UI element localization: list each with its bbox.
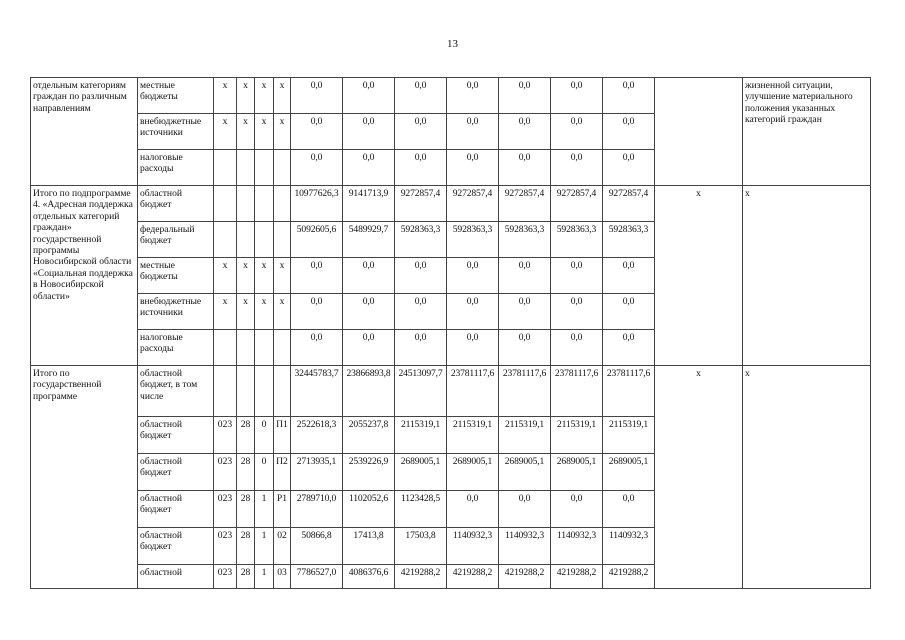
amount-cell: 2789710,0 — [291, 491, 343, 528]
amount-cell: 23781117,6 — [447, 366, 499, 417]
code-cell: 0 — [255, 417, 274, 454]
amount-cell: 0,0 — [447, 294, 499, 330]
code-cell: x — [255, 258, 274, 294]
amount-cell: 4086376,6 — [343, 565, 395, 589]
amount-cell: 0,0 — [603, 491, 655, 528]
code-cell — [274, 186, 291, 222]
amount-cell: 0,0 — [291, 150, 343, 186]
code-cell: 023 — [214, 528, 237, 565]
funding-source-cell: внебюджетные источники — [138, 114, 214, 150]
funding-source-cell: местные бюджеты — [138, 78, 214, 114]
code-cell: 0 — [255, 454, 274, 491]
amount-cell: 9141713,9 — [343, 186, 395, 222]
amount-cell: 0,0 — [499, 491, 551, 528]
executor-cell: x — [655, 186, 743, 366]
code-cell — [255, 222, 274, 258]
code-cell: x — [214, 258, 237, 294]
amount-cell: 5489929,7 — [343, 222, 395, 258]
funding-source-cell: областной бюджет — [138, 491, 214, 528]
amount-cell: 9272857,4 — [499, 186, 551, 222]
amount-cell: 0,0 — [603, 330, 655, 366]
amount-cell: 0,0 — [395, 330, 447, 366]
amount-cell: 2115319,1 — [447, 417, 499, 454]
code-cell — [237, 222, 255, 258]
code-cell — [237, 330, 255, 366]
amount-cell: 9272857,4 — [551, 186, 603, 222]
amount-cell: 0,0 — [291, 114, 343, 150]
code-cell: x — [237, 114, 255, 150]
code-cell — [214, 186, 237, 222]
amount-cell: 0,0 — [343, 78, 395, 114]
code-cell: x — [255, 114, 274, 150]
code-cell: П2 — [274, 454, 291, 491]
amount-cell: 0,0 — [499, 258, 551, 294]
funding-source-cell: внебюджетные источники — [138, 294, 214, 330]
amount-cell: 2055237,8 — [343, 417, 395, 454]
amount-cell: 9272857,4 — [395, 186, 447, 222]
code-cell: 02 — [274, 528, 291, 565]
code-cell — [274, 366, 291, 417]
amount-cell: 0,0 — [395, 78, 447, 114]
group-label-cell: Итого по подпрограмме 4. «Адресная поддержка отдельных категорий граждан» государственной программы Новосибирской области «Социальная поддержка в Новосибирской области» — [31, 186, 138, 366]
table-row — [31, 186, 871, 222]
amount-cell: 0,0 — [551, 258, 603, 294]
amount-cell: 0,0 — [447, 330, 499, 366]
code-cell — [237, 186, 255, 222]
code-cell: 1 — [255, 491, 274, 528]
code-cell: 023 — [214, 454, 237, 491]
code-cell — [214, 222, 237, 258]
code-cell: x — [214, 294, 237, 330]
amount-cell: 0,0 — [551, 294, 603, 330]
amount-cell: 7786527,0 — [291, 565, 343, 589]
amount-cell: 2689005,1 — [603, 454, 655, 491]
funding-source-cell: налоговые расходы — [138, 330, 214, 366]
amount-cell: 5092605,6 — [291, 222, 343, 258]
amount-cell: 9272857,4 — [447, 186, 499, 222]
code-cell: x — [255, 294, 274, 330]
amount-cell: 2689005,1 — [447, 454, 499, 491]
code-cell — [255, 186, 274, 222]
group-label-cell: Итого по государственной программе — [31, 366, 138, 589]
funding-source-cell: областной бюджет — [138, 417, 214, 454]
amount-cell: 0,0 — [447, 258, 499, 294]
amount-cell: 0,0 — [291, 294, 343, 330]
amount-cell: 0,0 — [343, 258, 395, 294]
amount-cell: 0,0 — [343, 114, 395, 150]
amount-cell: 0,0 — [603, 294, 655, 330]
amount-cell: 0,0 — [499, 330, 551, 366]
code-cell: x — [274, 294, 291, 330]
code-cell — [255, 150, 274, 186]
code-cell — [255, 330, 274, 366]
amount-cell: 2115319,1 — [551, 417, 603, 454]
amount-cell: 2115319,1 — [499, 417, 551, 454]
amount-cell: 0,0 — [447, 491, 499, 528]
code-cell: x — [255, 78, 274, 114]
funding-source-cell: федеральный бюджет — [138, 222, 214, 258]
code-cell — [255, 366, 274, 417]
code-cell — [237, 150, 255, 186]
expected-result-cell: жизненной ситуации, улучшение материального положения указанных категорий граждан — [743, 78, 871, 186]
page-number: 13 — [447, 38, 458, 50]
amount-cell: 4219288,2 — [395, 565, 447, 589]
expected-result-cell: x — [743, 366, 871, 589]
code-cell: 28 — [237, 565, 255, 589]
amount-cell: 0,0 — [447, 78, 499, 114]
amount-cell: 0,0 — [551, 150, 603, 186]
amount-cell: 4219288,2 — [499, 565, 551, 589]
funding-source-cell: областной — [138, 565, 214, 589]
amount-cell: 0,0 — [447, 114, 499, 150]
amount-cell: 2539226,9 — [343, 454, 395, 491]
amount-cell: 1123428,5 — [395, 491, 447, 528]
amount-cell: 4219288,2 — [603, 565, 655, 589]
amount-cell: 9272857,4 — [603, 186, 655, 222]
amount-cell: 5928363,3 — [551, 222, 603, 258]
code-cell — [214, 330, 237, 366]
amount-cell: 0,0 — [603, 258, 655, 294]
amount-cell: 5928363,3 — [603, 222, 655, 258]
funding-source-cell: местные бюджеты — [138, 258, 214, 294]
amount-cell: 0,0 — [291, 258, 343, 294]
amount-cell: 32445783,7 — [291, 366, 343, 417]
amount-cell: 24513097,7 — [395, 366, 447, 417]
group-label-cell: отдельным категориям граждан по различным направлениям — [31, 78, 138, 186]
amount-cell: 50866,8 — [291, 528, 343, 565]
amount-cell: 0,0 — [603, 78, 655, 114]
amount-cell: 23866893,8 — [343, 366, 395, 417]
code-cell: x — [237, 78, 255, 114]
amount-cell: 2713935,1 — [291, 454, 343, 491]
amount-cell: 0,0 — [291, 330, 343, 366]
table-row — [31, 366, 871, 417]
code-cell — [214, 150, 237, 186]
amount-cell: 0,0 — [499, 114, 551, 150]
amount-cell: 5928363,3 — [499, 222, 551, 258]
code-cell: 023 — [214, 565, 237, 589]
code-cell: 28 — [237, 454, 255, 491]
amount-cell: 0,0 — [551, 78, 603, 114]
funding-source-cell: областной бюджет — [138, 186, 214, 222]
expected-result-cell: x — [743, 186, 871, 366]
amount-cell: 2115319,1 — [395, 417, 447, 454]
code-cell: x — [274, 78, 291, 114]
amount-cell: 0,0 — [603, 114, 655, 150]
funding-source-cell: областной бюджет — [138, 454, 214, 491]
amount-cell: 17413,8 — [343, 528, 395, 565]
amount-cell: 2689005,1 — [395, 454, 447, 491]
code-cell — [274, 222, 291, 258]
code-cell: x — [274, 114, 291, 150]
amount-cell: 0,0 — [551, 330, 603, 366]
amount-cell: 0,0 — [343, 330, 395, 366]
table-row — [31, 78, 871, 114]
amount-cell: 0,0 — [603, 150, 655, 186]
amount-cell: 2115319,1 — [603, 417, 655, 454]
code-cell: 1 — [255, 528, 274, 565]
amount-cell: 0,0 — [395, 150, 447, 186]
code-cell: 28 — [237, 491, 255, 528]
amount-cell: 0,0 — [291, 78, 343, 114]
amount-cell: 0,0 — [551, 114, 603, 150]
code-cell: 28 — [237, 417, 255, 454]
amount-cell: 23781117,6 — [551, 366, 603, 417]
code-cell: 28 — [237, 528, 255, 565]
code-cell — [214, 366, 237, 417]
code-cell — [274, 150, 291, 186]
budget-table — [30, 77, 871, 589]
amount-cell: 4219288,2 — [447, 565, 499, 589]
executor-cell: x — [655, 366, 743, 589]
funding-source-cell: областной бюджет, в том числе — [138, 366, 214, 417]
amount-cell: 5928363,3 — [395, 222, 447, 258]
amount-cell: 4219288,2 — [551, 565, 603, 589]
code-cell: 023 — [214, 417, 237, 454]
amount-cell: 1140932,3 — [603, 528, 655, 565]
amount-cell: 17503,8 — [395, 528, 447, 565]
code-cell — [274, 330, 291, 366]
code-cell: x — [214, 114, 237, 150]
executor-cell — [655, 78, 743, 186]
amount-cell: 23781117,6 — [499, 366, 551, 417]
amount-cell: 0,0 — [343, 150, 395, 186]
code-cell: 1 — [255, 565, 274, 589]
amount-cell: 23781117,6 — [603, 366, 655, 417]
code-cell — [237, 366, 255, 417]
code-cell: x — [214, 78, 237, 114]
funding-source-cell: налоговые расходы — [138, 150, 214, 186]
amount-cell: 0,0 — [395, 294, 447, 330]
amount-cell: 2522618,3 — [291, 417, 343, 454]
amount-cell: 0,0 — [343, 294, 395, 330]
amount-cell: 2689005,1 — [499, 454, 551, 491]
amount-cell: 0,0 — [551, 491, 603, 528]
amount-cell: 0,0 — [395, 258, 447, 294]
amount-cell: 10977626,3 — [291, 186, 343, 222]
funding-source-cell: областной бюджет — [138, 528, 214, 565]
code-cell: x — [237, 294, 255, 330]
code-cell: x — [237, 258, 255, 294]
amount-cell: 0,0 — [499, 294, 551, 330]
amount-cell: 0,0 — [447, 150, 499, 186]
code-cell: Р1 — [274, 491, 291, 528]
code-cell: П1 — [274, 417, 291, 454]
code-cell: 023 — [214, 491, 237, 528]
amount-cell: 1140932,3 — [447, 528, 499, 565]
amount-cell: 1140932,3 — [551, 528, 603, 565]
code-cell: 03 — [274, 565, 291, 589]
amount-cell: 2689005,1 — [551, 454, 603, 491]
amount-cell: 0,0 — [499, 78, 551, 114]
amount-cell: 1140932,3 — [499, 528, 551, 565]
amount-cell: 1102052,6 — [343, 491, 395, 528]
code-cell: x — [274, 258, 291, 294]
amount-cell: 0,0 — [499, 150, 551, 186]
amount-cell: 0,0 — [395, 114, 447, 150]
amount-cell: 5928363,3 — [447, 222, 499, 258]
